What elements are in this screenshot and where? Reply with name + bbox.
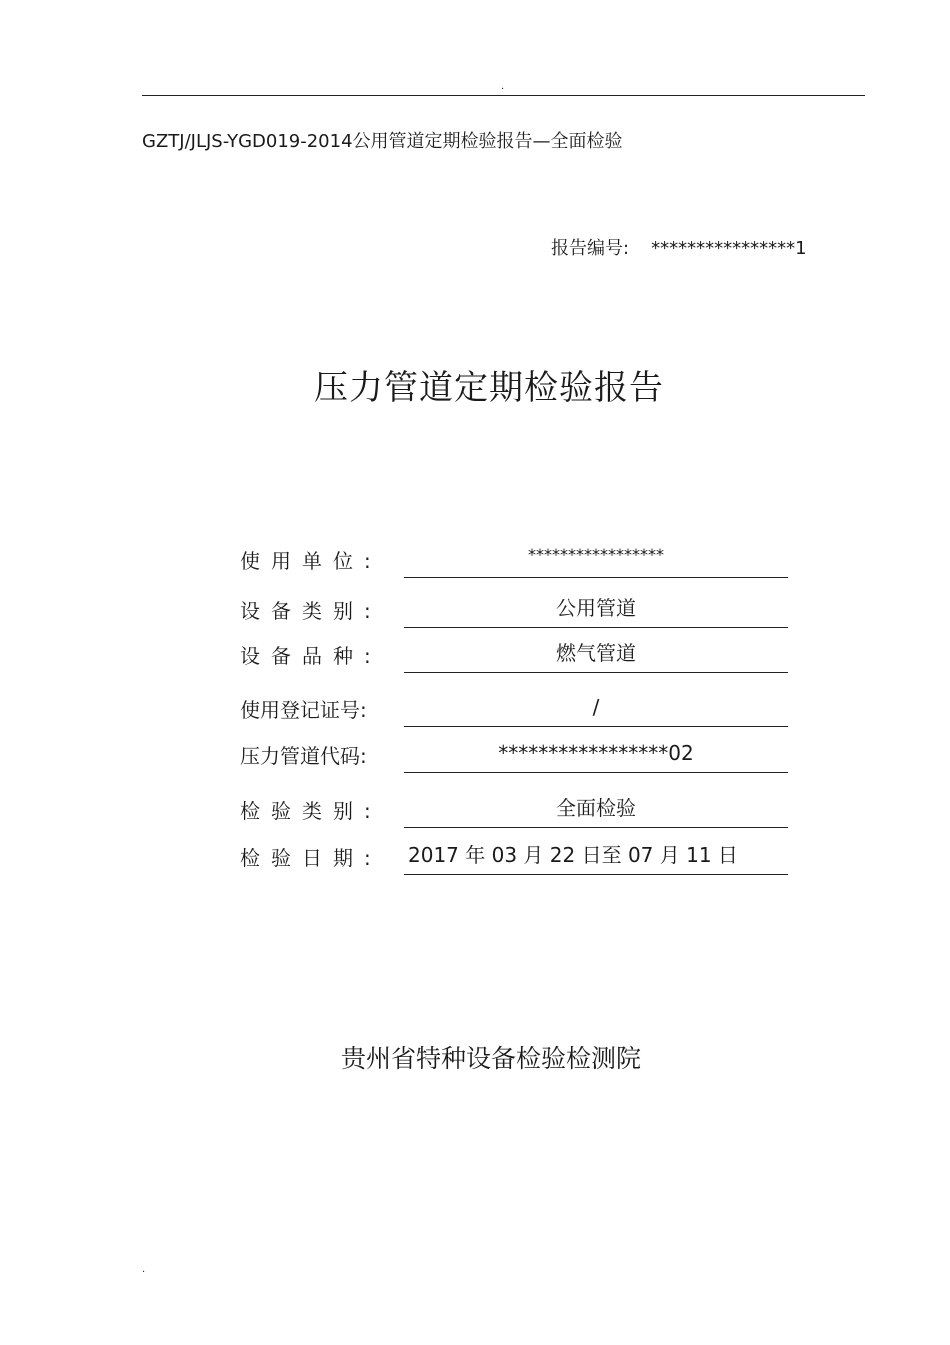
field-row-user-unit — [240, 544, 788, 578]
header-dot: . — [501, 81, 505, 92]
field-row-equipment-variety — [240, 639, 788, 673]
field-row-pipeline-code — [240, 739, 788, 773]
report-number-value: ****************1 — [651, 238, 807, 259]
page-title: 压力管道定期检验报告 — [314, 368, 664, 408]
field-value: 2017 年 03 月 22 日至 07 月 11 日 — [404, 840, 788, 875]
field-label: 设备类别: — [240, 599, 382, 623]
field-row-equipment-category — [240, 594, 788, 628]
field-label: 使用登记证号: — [240, 698, 367, 722]
field-value: 燃气管道 — [404, 638, 788, 673]
field-label: 检验日期: — [240, 846, 382, 870]
field-value: *****************02 — [404, 738, 788, 773]
field-value: / — [404, 692, 788, 727]
field-row-registration-number — [240, 693, 788, 727]
field-value: ***************** — [404, 543, 788, 578]
field-value: 全面检验 — [404, 793, 788, 828]
footer-dot: . — [142, 1264, 146, 1275]
field-value: 公用管道 — [404, 593, 788, 628]
field-label: 设备品种: — [240, 644, 382, 668]
report-number — [551, 237, 807, 261]
field-label: 使用单位: — [240, 549, 382, 573]
field-label: 压力管道代码: — [240, 744, 367, 768]
field-row-inspection-date — [240, 841, 788, 875]
document-code: GZTJ/JLJS-YGD019-2014公用管道定期检验报告—全面检验 — [142, 131, 623, 152]
header-rule — [142, 95, 865, 96]
institute-name: 贵州省特种设备检验检测院 — [340, 1044, 641, 1073]
field-row-inspection-category — [240, 794, 788, 828]
report-number-label: 报告编号: — [551, 238, 630, 259]
field-label: 检验类别: — [240, 799, 382, 823]
